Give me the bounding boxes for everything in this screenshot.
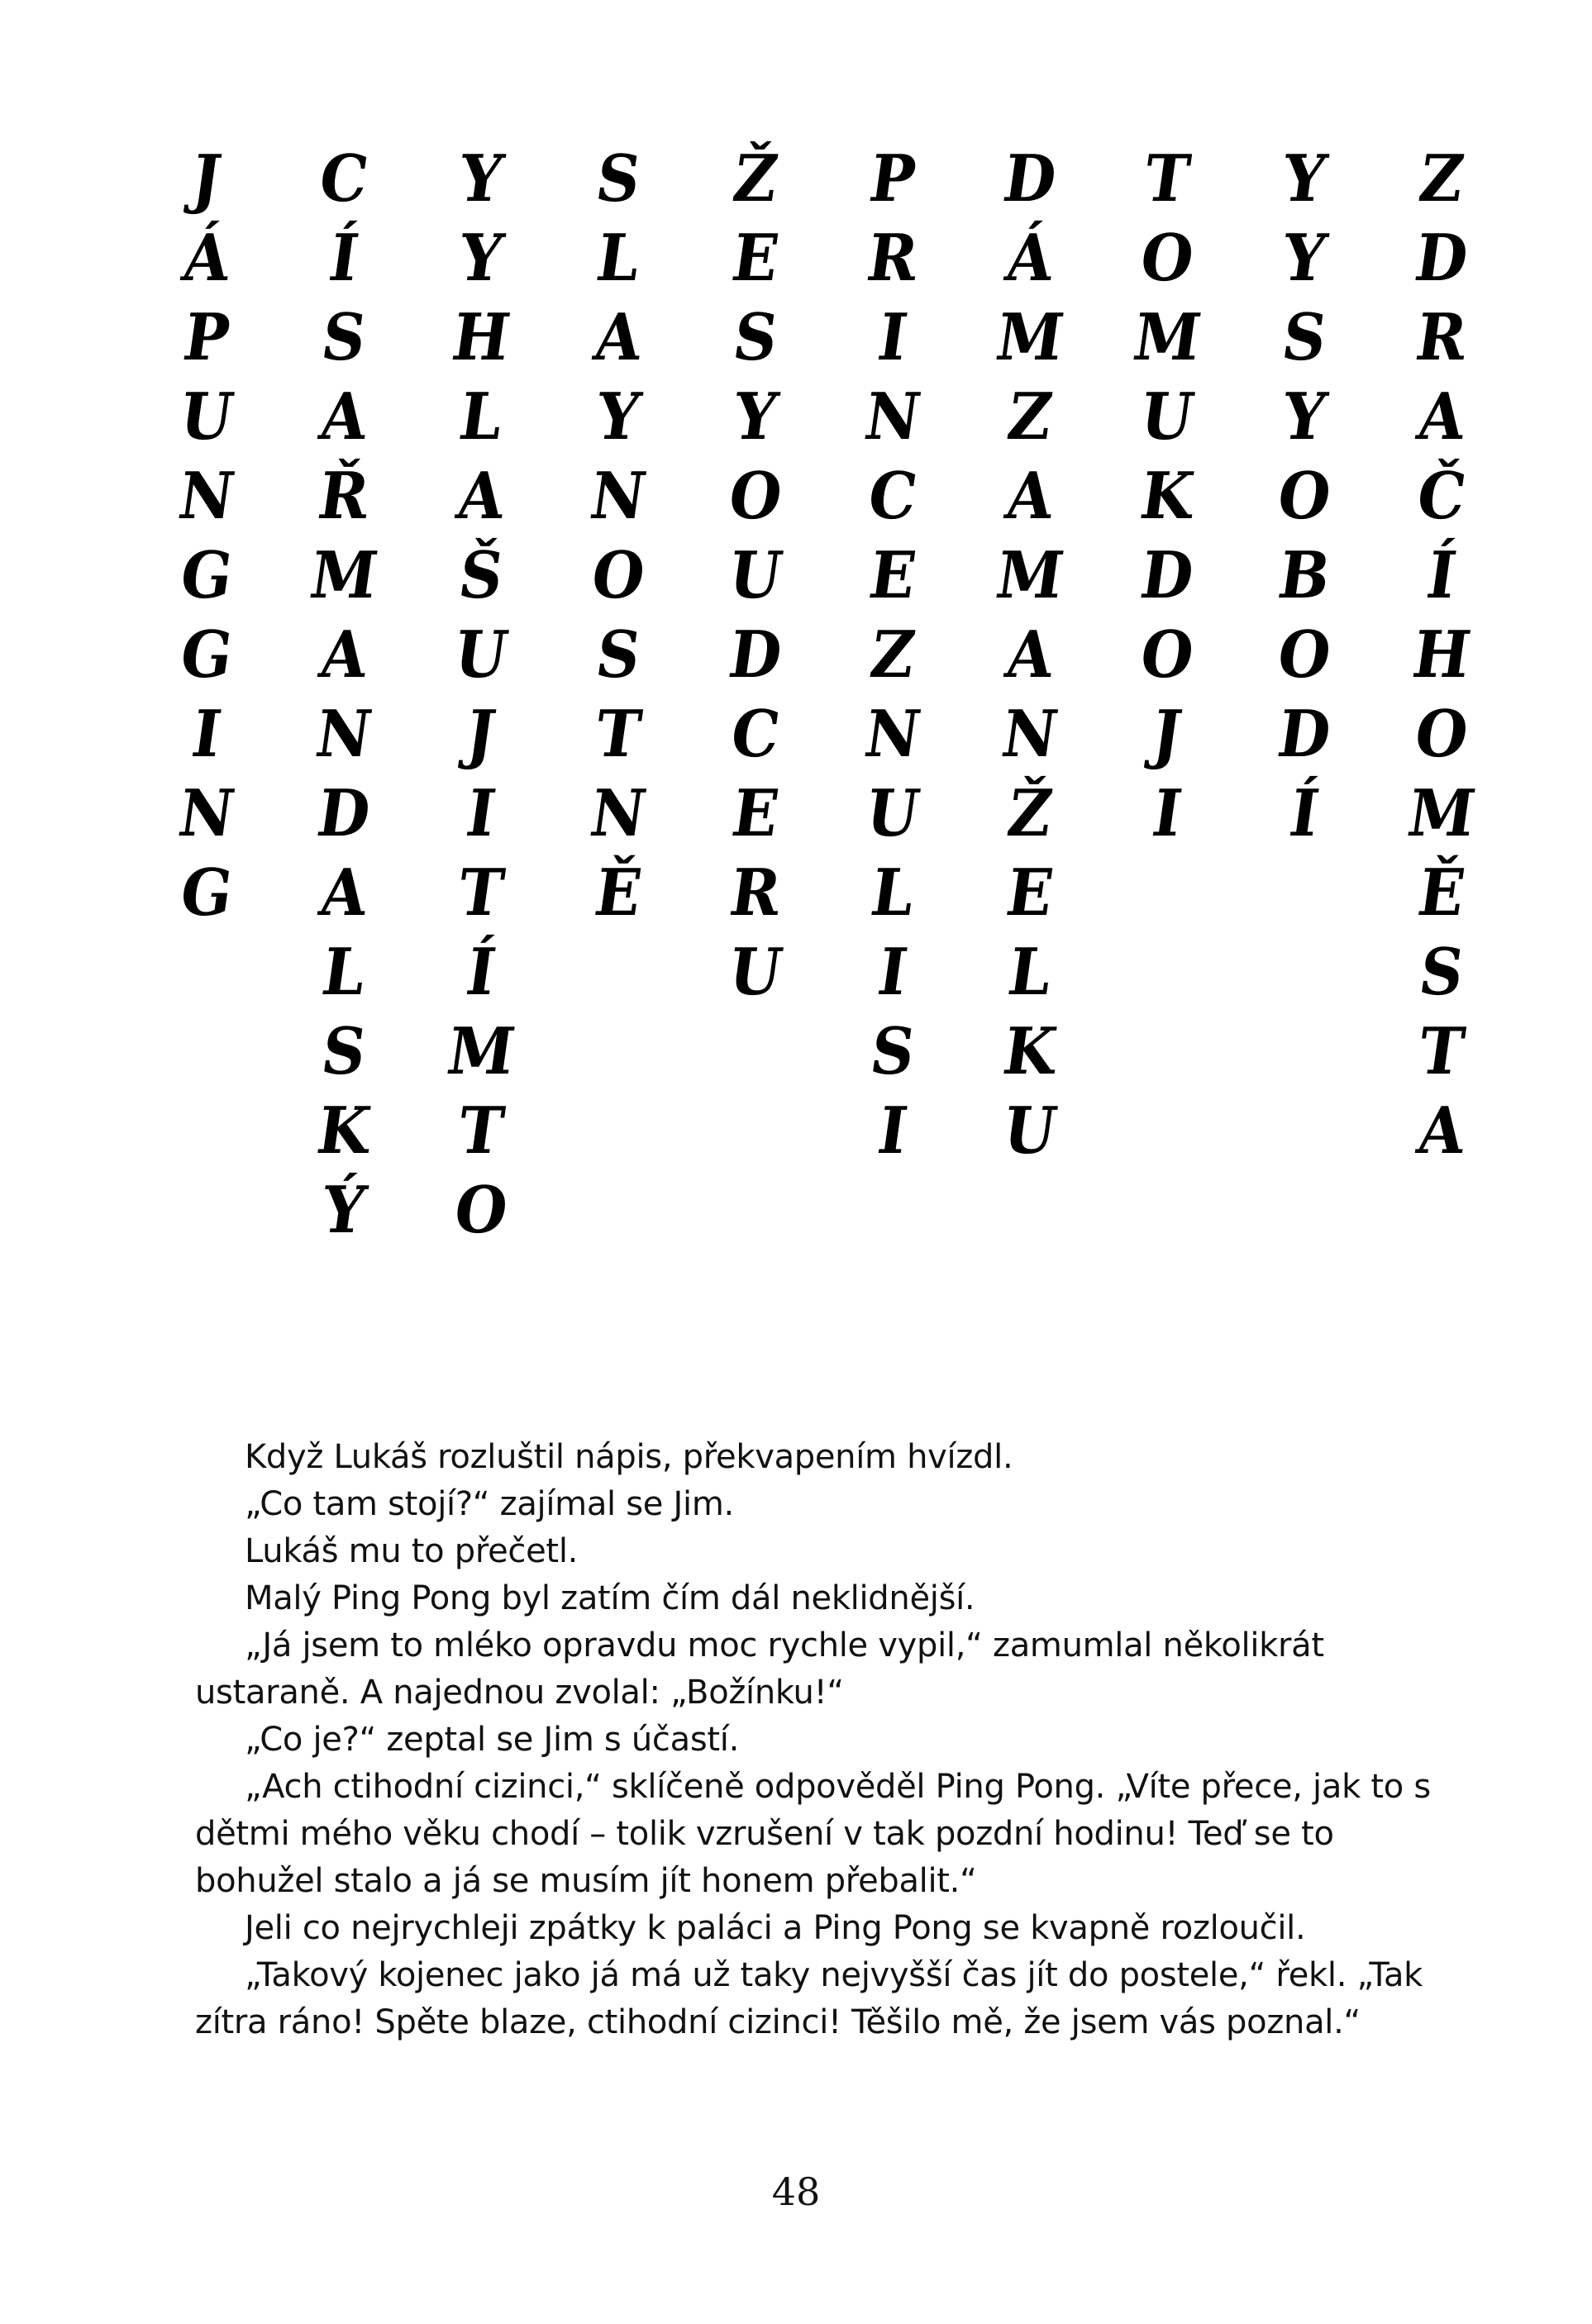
inscription-glyph: J bbox=[187, 140, 226, 217]
inscription-glyph: U bbox=[861, 774, 924, 851]
inscription-glyph: R bbox=[862, 219, 923, 296]
paragraph: Lukáš mu to přečetl. bbox=[245, 1532, 579, 1570]
inscription-glyph: H bbox=[1408, 616, 1475, 693]
paragraph: Malý Ping Pong byl zatím čím dál neklidnější. bbox=[245, 1579, 975, 1617]
inscription-glyph: A bbox=[1413, 378, 1470, 455]
glyph-column bbox=[718, 139, 793, 1012]
inscription-glyph: R bbox=[725, 854, 786, 931]
inscription-glyph: Ě bbox=[590, 854, 646, 931]
inscription-glyph: A bbox=[1413, 1092, 1470, 1169]
inscription-glyph: A bbox=[1001, 457, 1059, 534]
glyph-column bbox=[856, 139, 930, 1170]
inscription-glyph: U bbox=[999, 1092, 1061, 1169]
inscription-glyph: U bbox=[724, 933, 787, 1010]
inscription-glyph: M bbox=[991, 536, 1069, 613]
glyph-column bbox=[1404, 139, 1479, 1170]
inscription-glyph: T bbox=[590, 695, 646, 772]
inscription-glyph: P bbox=[865, 140, 921, 217]
inscription-glyph: G bbox=[175, 854, 238, 931]
inscription-glyph: K bbox=[1136, 457, 1199, 534]
paragraph: „Já jsem to mléko opravdu moc rychle vypil,“ zamumlal několikrát ustaraně. A najednou zvolal: „Božínku!“ bbox=[195, 1626, 1324, 1712]
inscription-glyph: O bbox=[1410, 695, 1473, 772]
inscription-glyph: Y bbox=[1277, 140, 1332, 217]
inscription-glyph: Í bbox=[324, 219, 364, 296]
glyph-column bbox=[444, 139, 518, 1250]
inscription-glyph: E bbox=[1002, 854, 1058, 931]
inscription-glyph: D bbox=[1136, 536, 1199, 613]
inscription-glyph: Y bbox=[1277, 219, 1332, 296]
glyph-column bbox=[1130, 139, 1204, 853]
inscription-glyph: B bbox=[1274, 536, 1335, 613]
inscription-glyph: L bbox=[317, 933, 370, 1010]
inscription-glyph: J bbox=[1147, 695, 1187, 772]
inscription-glyph: C bbox=[863, 457, 922, 534]
inscription-glyph: U bbox=[724, 536, 787, 613]
inscription-glyph: C bbox=[314, 140, 374, 217]
inscription-glyph: Č bbox=[1412, 457, 1471, 534]
inscription-glyph: D bbox=[1410, 219, 1473, 296]
inscription bbox=[169, 139, 1484, 1296]
glyph-column bbox=[581, 139, 655, 932]
inscription-glyph: I bbox=[873, 298, 913, 375]
inscription-glyph: K bbox=[999, 1012, 1061, 1089]
inscription-glyph: A bbox=[589, 298, 647, 375]
inscription-glyph: T bbox=[1139, 140, 1195, 217]
inscription-glyph: Ž bbox=[1003, 774, 1057, 851]
inscription-glyph: N bbox=[860, 378, 926, 455]
inscription-glyph: O bbox=[1136, 219, 1199, 296]
inscription-glyph: S bbox=[591, 616, 646, 693]
inscription-glyph: E bbox=[865, 536, 921, 613]
inscription-glyph: M bbox=[442, 1012, 520, 1089]
inscription-glyph: S bbox=[1414, 933, 1469, 1010]
inscription-glyph: H bbox=[447, 298, 515, 375]
inscription-glyph: M bbox=[1403, 774, 1480, 851]
inscription-glyph: S bbox=[1277, 298, 1332, 375]
inscription-glyph: Ě bbox=[1413, 854, 1470, 931]
inscription-glyph: T bbox=[453, 1092, 509, 1169]
inscription-glyph: S bbox=[865, 1012, 920, 1089]
page-number: 48 bbox=[771, 2169, 821, 2214]
inscription-glyph: A bbox=[315, 854, 373, 931]
inscription-glyph: O bbox=[587, 536, 650, 613]
inscription-glyph: L bbox=[1003, 933, 1056, 1010]
inscription-glyph: T bbox=[1413, 1012, 1470, 1089]
inscription-glyph: Y bbox=[454, 140, 508, 217]
inscription-glyph: D bbox=[999, 140, 1061, 217]
inscription-glyph: A bbox=[315, 616, 373, 693]
inscription-glyph: N bbox=[860, 695, 926, 772]
inscription-glyph: O bbox=[450, 1171, 512, 1248]
inscription-glyph: R bbox=[1411, 298, 1472, 375]
glyph-column bbox=[1267, 139, 1342, 853]
inscription-glyph: M bbox=[991, 298, 1069, 375]
paragraph: „Takový kojenec jako já má už taky nejvyšší čas jít do postele,“ řekl. „Tak zítra ráno! Spěte blaze, ctihodní cizinci! Těšilo mě, že jsem vás poznal.“ bbox=[195, 1956, 1423, 2041]
inscription-glyph: Y bbox=[1277, 378, 1332, 455]
inscription-glyph: Y bbox=[591, 378, 646, 455]
paragraph: Jeli co nejrychleji zpátky k paláci a Ping Pong se kvapně rozloučil. bbox=[245, 1909, 1306, 1947]
inscription-glyph: T bbox=[453, 854, 509, 931]
inscription-glyph: P bbox=[179, 298, 235, 375]
inscription-glyph: Z bbox=[1414, 140, 1469, 217]
body-text bbox=[195, 1434, 1456, 2046]
paragraph: „Co tam stojí?“ zajímal se Jim. bbox=[245, 1485, 734, 1523]
inscription-glyph: Z bbox=[865, 616, 920, 693]
inscription-glyph: N bbox=[174, 457, 240, 534]
inscription-glyph: O bbox=[1136, 616, 1199, 693]
inscription-glyph: U bbox=[450, 616, 512, 693]
inscription-glyph: I bbox=[461, 774, 501, 851]
inscription-glyph: A bbox=[452, 457, 510, 534]
inscription-glyph: N bbox=[585, 457, 651, 534]
inscription-glyph: G bbox=[175, 616, 238, 693]
inscription-glyph: C bbox=[726, 695, 785, 772]
inscription-glyph: Z bbox=[1003, 378, 1057, 455]
inscription-glyph: K bbox=[312, 1092, 375, 1169]
inscription-glyph: S bbox=[317, 1012, 371, 1089]
paragraph: Když Lukáš rozluštil nápis, překvapením hvízdl. bbox=[245, 1438, 1013, 1476]
inscription-glyph: S bbox=[728, 298, 783, 375]
inscription-glyph: E bbox=[727, 774, 784, 851]
inscription-glyph: N bbox=[311, 695, 377, 772]
inscription-glyph: Ž bbox=[728, 140, 783, 217]
inscription-glyph: U bbox=[175, 378, 238, 455]
inscription-glyph: I bbox=[1147, 774, 1187, 851]
paragraph: „Ach ctihodní cizinci,“ sklíčeně odpověděl Ping Pong. „Víte přece, jak to s dětmi mého věku chodí – tolik vzrušení v tak pozdní hodinu! Teď se to bohužel stalo a já se musím jít honem přebalit.“ bbox=[195, 1768, 1431, 1900]
inscription-glyph: L bbox=[455, 378, 508, 455]
inscription-glyph: Í bbox=[461, 933, 501, 1010]
inscription-glyph: M bbox=[1128, 298, 1206, 375]
inscription-glyph: Ř bbox=[313, 457, 374, 534]
inscription-glyph: D bbox=[724, 616, 787, 693]
inscription-glyph: Y bbox=[454, 219, 508, 296]
inscription-glyph: Á bbox=[1001, 219, 1059, 296]
inscription-glyph: I bbox=[873, 933, 913, 1010]
inscription-glyph: O bbox=[724, 457, 787, 534]
inscription-glyph: G bbox=[175, 536, 238, 613]
inscription-glyph: O bbox=[1273, 616, 1336, 693]
glyph-column bbox=[307, 139, 381, 1250]
inscription-glyph: O bbox=[1273, 457, 1336, 534]
inscription-glyph: N bbox=[174, 774, 240, 851]
inscription-glyph: L bbox=[866, 854, 919, 931]
inscription-glyph: L bbox=[592, 219, 645, 296]
inscription-glyph: D bbox=[312, 774, 375, 851]
glyph-column bbox=[993, 139, 1067, 1170]
inscription-glyph: E bbox=[727, 219, 784, 296]
inscription-glyph: U bbox=[1136, 378, 1199, 455]
inscription-glyph: Á bbox=[178, 219, 236, 296]
inscription-glyph: D bbox=[1273, 695, 1336, 772]
inscription-glyph: I bbox=[873, 1092, 913, 1169]
inscription-glyph: N bbox=[997, 695, 1063, 772]
inscription-glyph: N bbox=[585, 774, 651, 851]
paragraph: „Co je?“ zeptal se Jim s účastí. bbox=[245, 1721, 739, 1759]
inscription-glyph: A bbox=[315, 378, 373, 455]
inscription-glyph: S bbox=[591, 140, 646, 217]
inscription-glyph: I bbox=[187, 695, 226, 772]
inscription-glyph: S bbox=[317, 298, 371, 375]
inscription-glyph: J bbox=[461, 695, 501, 772]
inscription-glyph: Í bbox=[1285, 774, 1324, 851]
inscription-glyph: Y bbox=[728, 378, 783, 455]
glyph-column bbox=[169, 139, 244, 932]
inscription-glyph: M bbox=[305, 536, 383, 613]
inscription-glyph: Í bbox=[1422, 536, 1461, 613]
inscription-glyph: A bbox=[1001, 616, 1059, 693]
inscription-glyph: Ý bbox=[317, 1171, 371, 1248]
inscription-glyph: Š bbox=[454, 536, 508, 613]
